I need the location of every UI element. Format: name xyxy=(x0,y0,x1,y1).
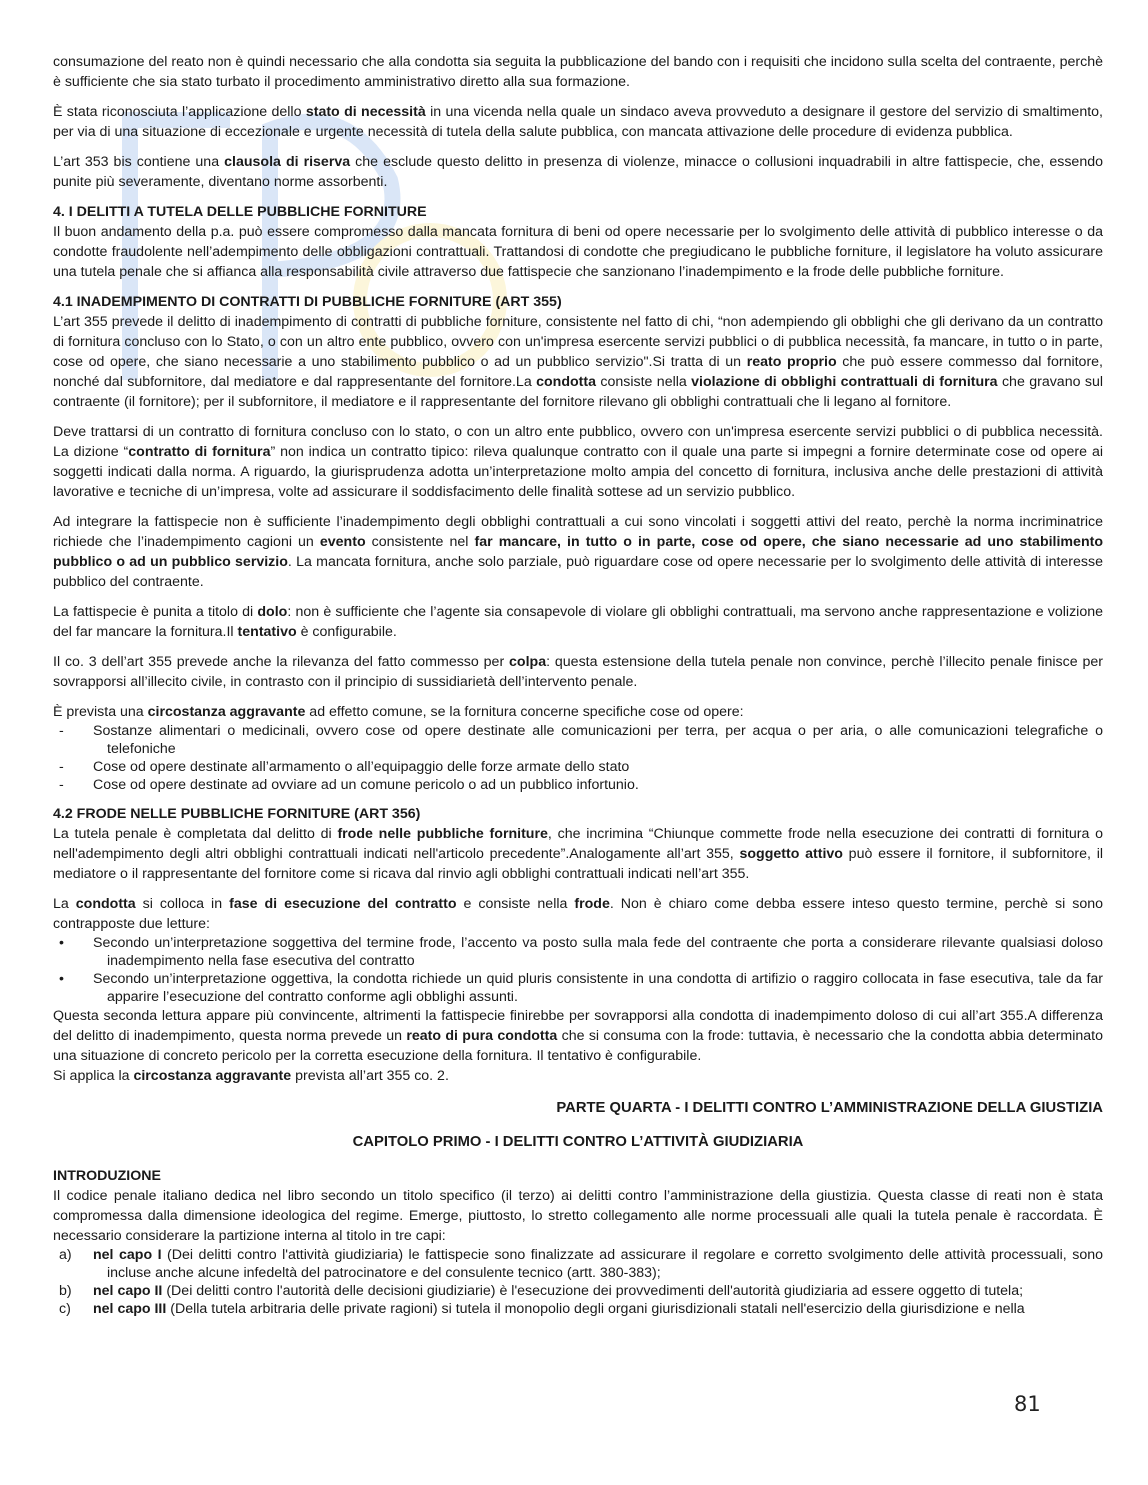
dash-list xyxy=(53,722,1103,794)
document-page xyxy=(53,52,1103,1318)
bullet-list xyxy=(53,934,1103,1006)
list-item: • Secondo un’interpretazione oggettiva, la condotta richiede un quid pluris consistente in una condotta di artifizio o raggiro collocata in fase esecutiva, tale da far apparire l’esecuzione del contratto conforme agli obblighi assunti. xyxy=(59,971,1103,1005)
paragraph: Questa seconda lettura appare più convincente, altrimenti la fattispecie finirebbe per sovrapporsi alla condotta di inadempimento doloso di cui all’art 355.A differenza del delitto di inadempimento, questa norma prevede un reato di pura condotta che si consuma con la frode: tuttavia, è necessario che la condotta abbia determinato una situazione di concreto pericolo per la corretta esecuzione della fornitura. Il tentativo è configurabile. xyxy=(53,1008,1104,1064)
paragraph: È prevista una circostanza aggravante ad effetto comune, se la fornitura concerne specifiche cose od opere: xyxy=(53,704,744,720)
paragraph: Deve trattarsi di un contratto di fornitura concluso con lo stato, o con un altro ente pubblico, ovvero con un'impresa esercente servizi pubblici o di pubblica necessità. La dizione “contratto di fornitura” non indica un contratto tipico: rileva qualunque contratto con il quale una parte si impegni a fornire determinate cose od opere ai soggetti indicati dalla norma. A riguardo, la giurisprudenza adotta un’interpretazione molto ampia del concetto di fornitura, inclusiva anche delle prestazioni di attività lavorative e tecniche di un’impresa, volte ad assicurare il soddisfacimento delle finalità sottese ad un servizio pubblico. xyxy=(53,424,1103,500)
paragraph: Si applica la circostanza aggravante prevista all’art 355 co. 2. xyxy=(53,1068,449,1084)
alpha-list xyxy=(53,1246,1103,1318)
list-item: - Cose od opere destinate all’armamento o all’equipaggio delle forze armate dello stato xyxy=(59,759,630,775)
section-heading: INTRODUZIONE xyxy=(53,1168,161,1184)
paragraph: Il co. 3 dell’art 355 prevede anche la rilevanza del fatto commesso per colpa: questa estensione della tutela penale non convince, perchè l’illecito penale finisce per sovrapporsi all’illecito civile, in contrasto con il principio di sussidiarietà dell’intervento penale. xyxy=(53,654,1103,690)
paragraph: La condotta si colloca in fase di esecuzione del contratto e consiste nella frode. Non è chiaro come debba essere inteso questo termine, perchè si sono contrapposte due letture: xyxy=(53,896,1104,932)
list-item: • Secondo un’interpretazione soggettiva del termine frode, l’accento va posto sulla mala fede del contraente che porta a considerare rilevante qualsiasi doloso inadempimento nella fase esecutiva del contratto xyxy=(59,935,1103,969)
paragraph: Ad integrare la fattispecie non è sufficiente l’inadempimento degli obblighi contrattuali a cui sono vincolati i soggetti attivi del reato, perchè la norma incriminatrice richiede che l’inadempimento cagioni un evento consistente nel far mancare, in tutto o in parte, cose od opere, che siano necessarie ad uno stabilimento pubblico o ad un pubblico servizio. La mancata fornitura, anche solo parziale, può riguardare cose od opere necessarie per lo svolgimento delle attività di interesse pubblico del contraente. xyxy=(53,514,1104,590)
list-item: - Sostanze alimentari o medicinali, ovvero cose od opere destinate alle comunicazioni per terra, per acqua o per aria, o alle comunicazioni telegrafiche o telefoniche xyxy=(59,723,1103,757)
page-number: 81 xyxy=(1014,1392,1041,1416)
section-heading: 4.1 INADEMPIMENTO DI CONTRATTI DI PUBBLICHE FORNITURE (ART 355) xyxy=(53,294,562,310)
chapter-title: CAPITOLO PRIMO - I DELITTI CONTRO L’ATTIVITÀ GIUDIZIARIA xyxy=(352,1134,804,1150)
section-heading: 4.2 FRODE NELLE PUBBLICHE FORNITURE (ART 356) xyxy=(53,806,421,822)
paragraph: È stata riconosciuta l’applicazione dello stato di necessità in una vicenda nella quale un sindaco aveva provveduto a designare il gestore del servizio di smaltimento, per via di una situazione di eccezionale e urgente necessità di tutela della salute pubblica, con mancata attivazione delle procedure di evidenza pubblica. xyxy=(53,104,1103,140)
part-title: PARTE QUARTA - I DELITTI CONTRO L’AMMINISTRAZIONE DELLA GIUSTIZIA xyxy=(556,1100,1103,1116)
list-item: b) nel capo II (Dei delitti contro l'autorità delle decisioni giudiziarie) è l'esecuzione dei provvedimenti dell'autorità giudiziaria ad essere oggetto di tutela; xyxy=(59,1283,1024,1299)
paragraph: Il buon andamento della p.a. può essere compromesso dalla mancata fornitura di beni od opere necessarie per lo svolgimento delle attività di pubblico interesse o da condotte fraudolente nell’adempimento delle obbligazioni contrattuali. Trattandosi di condotte che pregiudicano le pubbliche forniture, il legislatore ha voluto assicurare una tutela penale che si affianca alla responsabilità civile attraverso due fattispecie che sanzionano l’inadempimento e la frode delle pubbliche forniture. xyxy=(53,224,1103,280)
paragraph: L’art 353 bis contiene una clausola di riserva che esclude questo delitto in presenza di violenze, minacce o collusioni inquadrabili in altre fattispecie, che, essendo punite più severamente, diventano norme assorbenti. xyxy=(53,154,1103,190)
list-item: - Cose od opere destinate ad ovviare ad un comune pericolo o ad un pubblico infortunio. xyxy=(59,777,639,793)
section-heading: 4. I DELITTI A TUTELA DELLE PUBBLICHE FORNITURE xyxy=(53,204,427,220)
paragraph: Il codice penale italiano dedica nel libro secondo un titolo specifico (il terzo) ai delitti contro l’amministrazione della giustizia. Questa classe di reati non è stata compromessa dalla dimensione ideologica del regime. Emerge, piuttosto, lo stretto collegamento alle norme processuali alle quali la tutela penale è raccordata. È necessario considerare la partizione interna al titolo in tre capi: xyxy=(53,1188,1103,1244)
paragraph: L’art 355 prevede il delitto di inadempimento di contratti di pubbliche forniture, consistente nel fatto di chi, “non adempiendo gli obblighi che gli derivano da un contratto di fornitura concluso con lo Stato, o con un altro ente pubblico, ovvero con un'impresa esercente servizi pubblici o di pubblica necessità, fa mancare, in tutto o in parte, cose od opere, che siano necessarie a uno stabilimento pubblico o ad un pubblico servizio".Si tratta di un reato proprio che può essere commesso dal fornitore, nonché dal subfornitore, dal mediatore e dal rappresentante del fornitore.La condotta consiste nella violazione di obblighi contrattuali di fornitura che gravano sul contraente (il fornitore); per il subfornitore, il mediatore e il rappresentante del fornitore rilevano gli obblighi contrattuali che li legano al fornitore. xyxy=(53,314,1103,410)
list-item: a) nel capo I (Dei delitti contro l'attività giudiziaria) le fattispecie sono finalizzate ad assicurare il regolare e corretto svolgimento delle attività processuali, sono incluse anche alcune infedeltà del patrocinatore e del consulente tecnico (artt. 380-383); xyxy=(59,1247,1103,1281)
paragraph: consumazione del reato non è quindi necessario che alla condotta sia seguita la pubblicazione del bando con i requisiti che incidono sulla scelta del contraente, perchè è sufficiente che sia stato turbato il procedimento amministrativo diretto alla sua formazione. xyxy=(53,54,1103,90)
paragraph: La tutela penale è completata dal delitto di frode nelle pubbliche forniture, che incrimina “Chiunque commette frode nella esecuzione dei contratti di fornitura o nell'adempimento degli altri obblighi contrattuali indicati nell'articolo precedente”.Analogamente all’art 355, soggetto attivo può essere il fornitore, il subfornitore, il mediatore o il rappresentante del fornitore come si ricava dal rinvio agli obblighi contrattuali indicati nell’art 355. xyxy=(53,826,1104,882)
paragraph: La fattispecie è punita a titolo di dolo: non è sufficiente che l’agente sia consapevole di violare gli obblighi contrattuali, ma servono anche rappresentazione e volizione del far mancare la fornitura.Il tentativo è configurabile. xyxy=(53,604,1103,640)
list-item: c) nel capo III (Della tutela arbitraria delle private ragioni) si tutela il monopolio degli organi giurisdizionali statali nell'esercizio della giurisdizione e nella xyxy=(59,1301,1025,1317)
